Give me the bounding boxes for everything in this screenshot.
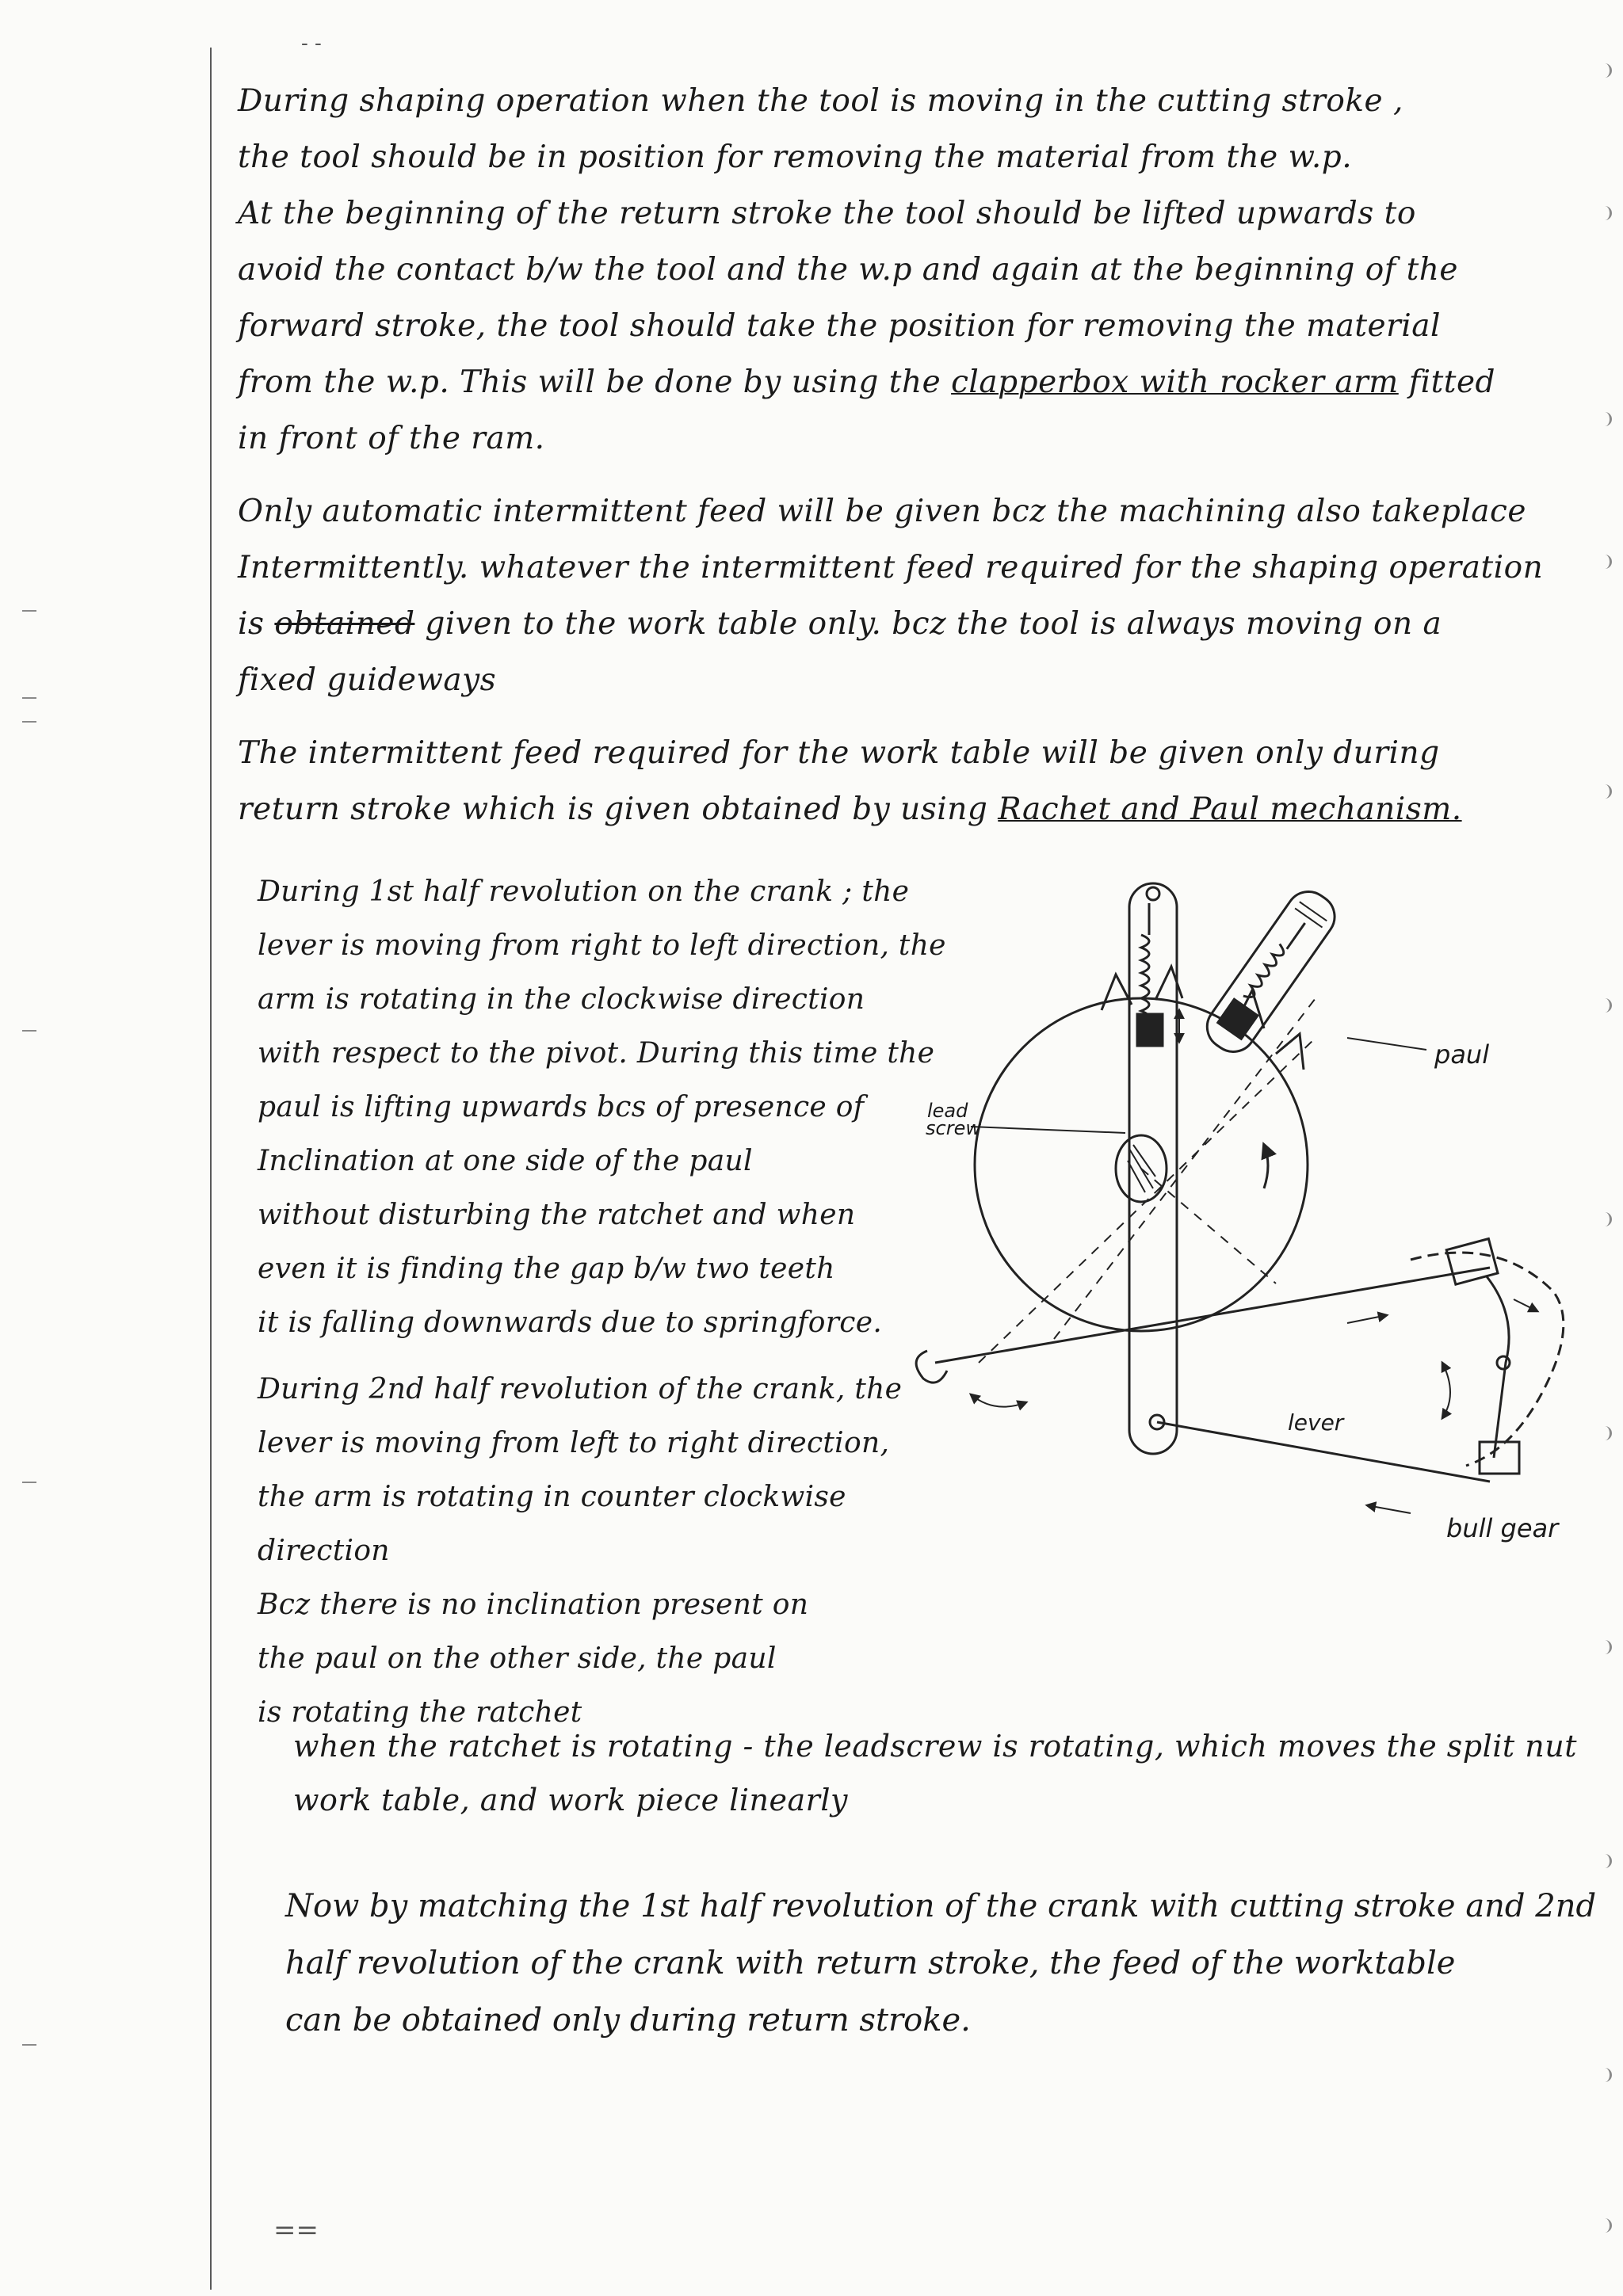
margin-line xyxy=(210,48,212,2290)
paragraph-leadscrew xyxy=(293,1719,1577,1827)
punch-hole xyxy=(1592,1212,1612,1226)
text-line: can be obtained only during return stroke. xyxy=(285,2002,971,2039)
paragraph-clapper-box xyxy=(238,73,1495,467)
punch-hole xyxy=(1592,555,1612,569)
text-line: lever is moving from right to left direction, the xyxy=(258,929,946,962)
text-line xyxy=(238,596,1543,652)
punch-hole xyxy=(1592,412,1612,426)
text-line: Only automatic intermittent feed will be given bcz the machining also takeplace xyxy=(238,494,1526,529)
text-line: avoid the contact b/w the tool and the w.p and again at the beginning of the xyxy=(238,252,1458,288)
punch-hole xyxy=(1592,784,1612,799)
text-line: The intermittent feed required for the work table will be given only during xyxy=(238,735,1440,771)
label-bull-gear: bull gear xyxy=(1446,1513,1559,1543)
text-line xyxy=(238,781,1462,837)
punch-hole xyxy=(1592,1854,1612,1868)
text-line xyxy=(238,354,1495,410)
margin-tick xyxy=(22,697,36,699)
text-line: the tool should be in position for removing the material from the w.p. xyxy=(238,139,1353,175)
punch-hole xyxy=(1592,63,1612,78)
text-line: in front of the ram. xyxy=(238,421,545,456)
label-lead-screw: lead xyxy=(927,1100,968,1122)
underlined-term: Rachet and Paul mechanism. xyxy=(998,791,1462,827)
paul-block xyxy=(1137,1014,1163,1046)
top-scribble: - - xyxy=(301,32,322,55)
paragraph-conclusion xyxy=(285,1878,1596,2049)
margin-tick xyxy=(22,610,36,612)
text-line: During 1st half revolution on the crank ; the xyxy=(258,875,910,908)
text-line: direction xyxy=(258,1535,390,1567)
punch-hole xyxy=(1592,998,1612,1013)
text-line: During shaping operation when the tool is moving in the cutting stroke , xyxy=(238,83,1403,119)
text-line: Inclination at one side of the paul xyxy=(258,1145,753,1177)
spring-icon xyxy=(1141,903,1149,1024)
text-span: return stroke which is given obtained by using xyxy=(238,791,988,827)
text-line: half revolution of the crank with return stroke, the feed of the worktable xyxy=(285,1945,1456,1981)
text-line: During 2nd half revolution of the crank, the xyxy=(258,1373,903,1405)
underlined-term: clapperbox with rocker arm xyxy=(951,364,1399,400)
text-line: paul is lifting upwards bcs of presence of xyxy=(258,1091,865,1123)
paragraph-first-half xyxy=(258,865,946,1350)
punch-hole xyxy=(1592,206,1612,220)
ratchet-wheel xyxy=(975,998,1308,1331)
paragraph-ratchet xyxy=(238,725,1462,837)
text-span: is xyxy=(238,606,265,642)
struck-word: obtained xyxy=(274,606,415,642)
text-line: with respect to the pivot. During this time the xyxy=(258,1037,935,1070)
text-span: fitted xyxy=(1408,364,1495,400)
label-lever: lever xyxy=(1288,1409,1344,1436)
bottom-scribble: == xyxy=(273,2214,319,2246)
text-line: even it is finding the gap b/w two teeth xyxy=(258,1253,835,1285)
text-line: without disturbing the ratchet and when xyxy=(258,1199,856,1231)
margin-tick xyxy=(22,721,36,723)
text-line: it is falling downwards due to springforce. xyxy=(258,1306,883,1339)
text-line: arm is rotating in the clockwise direction xyxy=(258,983,865,1016)
text-line: Now by matching the 1st half revolution of the crank with cutting stroke and 2nd xyxy=(285,1888,1597,1924)
text-line: forward stroke, the tool should take the position for removing the material xyxy=(238,308,1441,344)
text-line: the paul on the other side, the paul xyxy=(258,1642,777,1675)
punch-hole xyxy=(1592,1640,1612,1654)
inclined-arm xyxy=(1198,883,1343,1060)
ratchet-teeth xyxy=(1102,967,1304,1070)
text-line: the arm is rotating in counter clockwise xyxy=(258,1481,846,1513)
text-line: At the beginning of the return stroke the tool should be lifted upwards to xyxy=(238,196,1416,231)
text-span: from the w.p. This will be done by using the xyxy=(238,364,941,400)
ratchet-paul-diagram xyxy=(903,856,1585,1545)
text-line: Intermittently. whatever the intermittent feed required for the shaping operation xyxy=(238,550,1544,585)
text-line: when the ratchet is rotating - the leadscrew is rotating, which moves the split nut xyxy=(293,1729,1577,1764)
punch-hole xyxy=(1592,2068,1612,2082)
text-line: work table, and work piece linearly xyxy=(293,1783,848,1817)
paragraph-second-half xyxy=(258,1363,902,1740)
connecting-rod xyxy=(935,1268,1490,1363)
margin-tick xyxy=(22,1482,36,1483)
text-line: fixed guideways xyxy=(238,662,497,698)
paragraph-intermittent-feed xyxy=(238,483,1543,708)
margin-tick xyxy=(22,1030,36,1032)
punch-hole xyxy=(1592,1426,1612,1440)
punch-hole xyxy=(1592,2218,1612,2233)
text-line: is rotating the ratchet xyxy=(258,1696,582,1729)
text-line: Bcz there is no inclination present on xyxy=(258,1589,809,1621)
label-paul: paul xyxy=(1434,1039,1490,1070)
text-span: given to the work table only. bcz the tool is always moving on a xyxy=(425,606,1442,642)
text-line: lever is moving from left to right direction, xyxy=(258,1427,890,1459)
margin-tick xyxy=(22,2044,36,2046)
label-lead-screw-2: screw xyxy=(926,1117,981,1139)
bull-gear xyxy=(1411,1253,1564,1466)
